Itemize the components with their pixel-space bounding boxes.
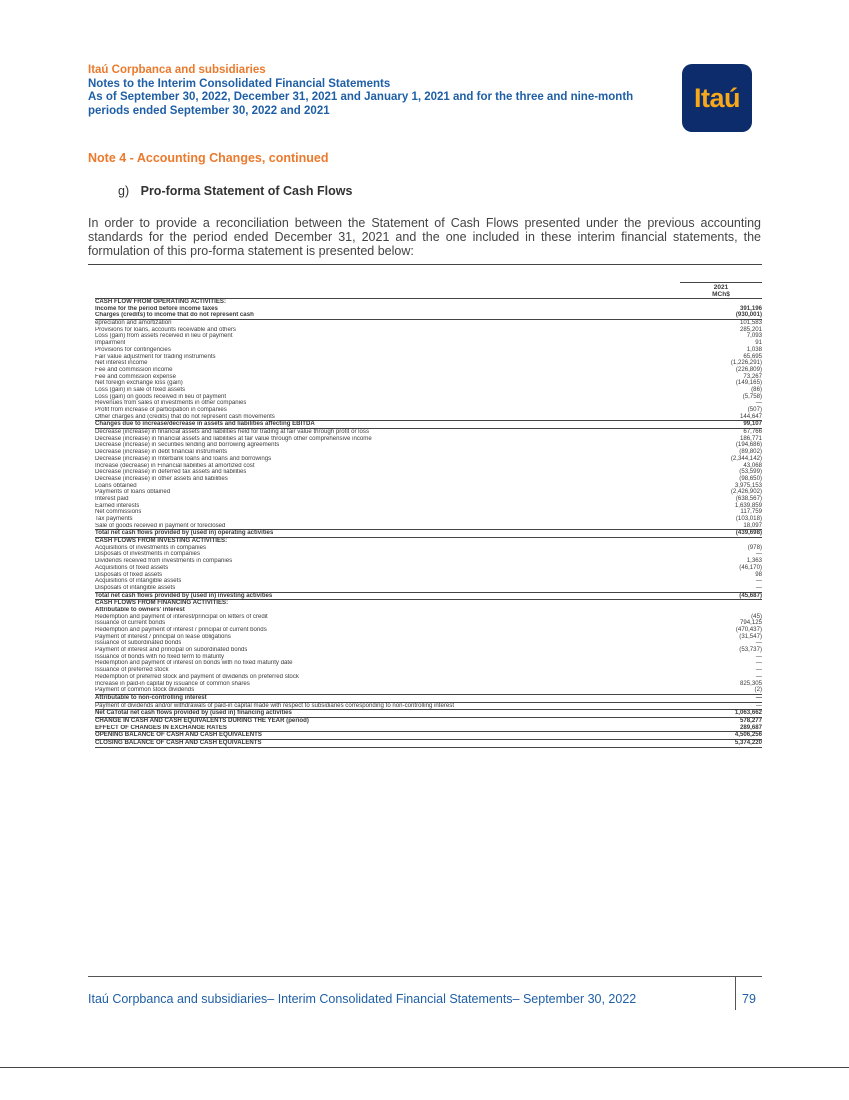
row-value: — <box>755 583 762 591</box>
table-row <box>95 667 762 674</box>
table-row <box>95 387 762 394</box>
row-value: 67,766 <box>743 428 762 436</box>
table-row <box>95 400 762 407</box>
row-value: — <box>755 693 762 701</box>
row-label: Issuance of current bonds <box>95 620 166 627</box>
row-value: — <box>755 550 762 558</box>
row-label: Fair value adjustment for trading instruments <box>95 353 216 360</box>
row-value: 289,687 <box>739 723 762 731</box>
row-label: Loss (gain) in sale of fixed assets <box>95 386 186 393</box>
intro-paragraph: In order to provide a reconciliation between the Statement of Cash Flows presented under the previous accounting standards for the period ended December 31, 2021 and the one included in these interim financial statements, the formulation of this pro-forma statement is presented below: <box>88 216 761 258</box>
table-body <box>95 299 762 748</box>
table-row <box>95 523 762 530</box>
table-row <box>95 725 762 732</box>
table-row <box>95 489 762 496</box>
row-value: 3,975,153 <box>734 481 762 489</box>
table-row <box>95 694 762 702</box>
table-row <box>95 709 762 717</box>
row-value: 65,695 <box>743 352 762 360</box>
cash-flow-table <box>95 282 762 748</box>
row-value: 794,125 <box>739 619 762 627</box>
row-value: (103,018) <box>735 515 762 522</box>
table-row <box>95 654 762 661</box>
row-label: Total net cash flows provided by (used in) investing activities <box>95 592 273 599</box>
row-label: CLOSING BALANCE OF CASH AND CASH EQUIVALENTS <box>95 740 262 746</box>
table-row <box>95 565 762 572</box>
row-label: Revenues from sales of investments in other companies <box>95 400 247 407</box>
row-value: 1,639,859 <box>734 501 762 509</box>
column-header <box>95 282 762 298</box>
row-label: CASH FLOWS FROM FINANCING ACTIVITIES: <box>95 600 229 607</box>
subsection-title: Pro-forma Statement of Cash Flows <box>140 184 353 198</box>
row-label: Impairment <box>95 340 126 347</box>
row-value: 578,277 <box>739 716 762 724</box>
table-row <box>95 469 762 476</box>
table-row <box>95 428 762 436</box>
header-period: As of September 30, 2022, December 31, 2021 and January 1, 2021 and for the three and nine-month periods ended September 30, 2022 and 2021 <box>88 91 634 117</box>
row-value: 1,038 <box>746 345 762 353</box>
row-value: 99,107 <box>743 420 762 428</box>
row-label: Loans obtained <box>95 482 137 489</box>
row-value: (930,001) <box>735 311 762 319</box>
row-value: (2) <box>754 686 762 694</box>
table-row <box>95 627 762 634</box>
row-label: Income for the period before income taxes <box>95 305 218 312</box>
row-value: 186,771 <box>739 434 762 442</box>
column-header-rule <box>680 298 762 299</box>
row-label: Increase in paid-in capital by issuance of common shares <box>95 680 250 687</box>
table-row <box>95 354 762 361</box>
row-label: Decrease (increase) in securities lending and borrowing agreements <box>95 442 280 449</box>
table-row <box>95 340 762 347</box>
table-row <box>95 407 762 414</box>
row-value: 1,363 <box>746 557 762 565</box>
table-row <box>95 516 762 523</box>
table-row <box>95 585 762 592</box>
row-label: Issuance of bonds with no fixed term to maturity <box>95 653 225 660</box>
row-value: (439,698) <box>735 529 762 537</box>
column-header-top-rule <box>680 282 762 283</box>
row-label: Payments of loans obtained <box>95 489 171 496</box>
row-value: (86) <box>751 385 762 393</box>
row-value: 144,647 <box>739 412 762 420</box>
row-label: Provisions for loans, accounts receivable and others <box>95 326 236 333</box>
table-row <box>95 333 762 340</box>
table-row <box>95 496 762 503</box>
row-value: 391,196 <box>739 304 762 312</box>
header-company: Itaú Corpbanca and subsidiaries <box>88 64 266 76</box>
page-bottom-rule <box>0 1067 849 1068</box>
table-row <box>95 347 762 354</box>
row-value: (46,170) <box>739 563 762 571</box>
table-row <box>95 374 762 381</box>
row-value: — <box>755 672 762 680</box>
document-header <box>88 64 648 118</box>
footer-text: Itaú Corpbanca and subsidiaries– Interim Consolidated Financial Statements– September 30, 2022 <box>88 992 637 1006</box>
table-row <box>95 687 762 694</box>
row-value: (2,344,142) <box>730 454 762 462</box>
table-row <box>95 483 762 490</box>
row-label: Disposals of fixed assets <box>95 571 163 578</box>
row-label: Decrease (increase) in Interbank loans and loans and borrowings <box>95 455 272 462</box>
row-label: epreciation and amortization <box>95 320 172 327</box>
row-value: (53,737) <box>739 646 762 654</box>
row-value: 5,374,220 <box>734 739 762 746</box>
table-row <box>95 660 762 667</box>
row-label: Net CaTotal net cash flows provided by (used in) financing activities <box>95 710 292 717</box>
table-row <box>95 367 762 374</box>
row-label: CHANGE IN CASH AND CASH EQUIVALENTS DURING THE YEAR (period) <box>95 717 309 724</box>
row-label: CASH FLOWS FROM INVESTING ACTIVITIES: <box>95 538 228 545</box>
row-label: Charges (credits) to income that do not represent cash <box>95 312 254 319</box>
row-label: Fee and commission income <box>95 366 173 373</box>
table-row <box>95 614 762 621</box>
table-row <box>95 551 762 558</box>
row-value: 285,201 <box>739 325 762 333</box>
table-row <box>95 674 762 681</box>
header-title: Notes to the Interim Consolidated Financial Statements <box>88 77 391 90</box>
row-label: Redemption and payment of interest on bonds with no fixed maturity date <box>95 660 293 667</box>
row-value: (978) <box>747 543 762 551</box>
page-number: 79 <box>742 992 756 1006</box>
row-value: — <box>755 577 762 585</box>
row-value: 117,759 <box>740 508 762 516</box>
table-row <box>95 312 762 319</box>
table-row <box>95 503 762 510</box>
table-row <box>95 572 762 579</box>
table-row <box>95 394 762 401</box>
row-label: Disposals of investments in companies <box>95 551 200 558</box>
row-label: Payment of interest and principal on subordinated bonds <box>95 647 248 654</box>
row-label: Issuance of subordinated bonds <box>95 640 182 647</box>
table-row <box>95 306 762 313</box>
row-value: — <box>755 399 762 407</box>
footer-vertical-divider <box>735 976 736 1010</box>
row-label: Other charges and (credits) that do not represent cash movements <box>95 413 275 420</box>
row-label: Interest paid <box>95 495 129 502</box>
table-row <box>95 463 762 470</box>
table-row <box>95 319 762 327</box>
row-value: (2,426,902) <box>730 488 762 496</box>
row-label: Decrease (increase) in financial assets and liabilities at fair value through other comprehensive income <box>95 435 372 442</box>
row-value: 4,506,256 <box>734 731 762 739</box>
row-value: (638,567) <box>735 494 762 502</box>
row-value: (226,809) <box>735 365 762 373</box>
row-label: CASH FLOW FROM OPERATING ACTIVITIES: <box>95 299 227 305</box>
row-label: Redemption and payment of interest / principal of current bonds <box>95 627 267 633</box>
row-value: — <box>755 639 762 647</box>
row-label: Loss (gain) on goods received in lieu of payment <box>95 393 227 400</box>
row-value: 18,097 <box>743 521 762 529</box>
row-value: 43,068 <box>743 461 762 469</box>
row-label: Loss (gain) from assets received in lieu of payment <box>95 333 233 340</box>
row-label: Provisions for contingencies <box>95 346 171 353</box>
row-value: (89,802) <box>739 448 762 456</box>
row-value: (1,226,291) <box>730 359 762 367</box>
row-label: Issuance of preferred stock <box>95 667 169 674</box>
row-value: (31,547) <box>739 632 762 640</box>
row-label: Payment of dividends and/or withdrawals of paid-in capital made with respect to subsidiaries corresponding to non-controlling interest <box>95 702 455 709</box>
table-row <box>95 509 762 516</box>
row-label: Decrease (increase) in debt financial instruments <box>95 449 228 456</box>
row-value: — <box>755 652 762 660</box>
row-value: 7,093 <box>746 332 762 340</box>
row-label: EFFECT OF CHANGES IN EXCHANGE RATES <box>95 724 227 731</box>
row-value: 73,267 <box>743 372 762 380</box>
row-label: Redemption of preferred stock and payment of dividends on preferred stock <box>95 673 299 680</box>
row-label: Changes due to increase/decrease in assets and liabilities affecting EBITDA <box>95 421 315 428</box>
row-label: Decrease (increase) in deferred tax assets and liabilities <box>95 469 247 476</box>
table-row <box>95 380 762 387</box>
row-value: 98 <box>755 570 762 578</box>
table-row <box>95 681 762 688</box>
footer-divider <box>88 976 762 977</box>
row-label: Attributable to owners' interest <box>95 606 185 613</box>
row-value: (5,758) <box>742 392 762 400</box>
row-label: Tax payments <box>95 516 133 522</box>
row-label: Net interest income <box>95 360 148 367</box>
row-label: Payment of interest / principal on lease obligations <box>95 633 231 640</box>
row-label: Dividends received from investments in companies <box>95 558 233 565</box>
row-label: Acquisitions of fixed assets <box>95 564 169 571</box>
row-value: 1,063,662 <box>734 709 762 717</box>
row-label: Acquisitions of intangible assets <box>95 578 182 585</box>
intro-divider <box>88 264 762 265</box>
column-year: 2021 <box>713 284 729 291</box>
table-row <box>95 442 762 449</box>
table-row <box>95 456 762 463</box>
row-value: 101,583 <box>739 319 762 327</box>
table-row <box>95 592 762 600</box>
table-row <box>95 537 762 545</box>
row-label: Net foreign exchange loss (gain) <box>95 380 183 387</box>
table-row <box>95 299 762 306</box>
row-label: Sale of goods received in payment or foreclosed <box>95 522 226 529</box>
row-label: Acquisitions of investments in companies <box>95 544 207 551</box>
itau-logo <box>682 64 752 132</box>
column-unit: MCh$ <box>712 291 730 298</box>
row-value: (45) <box>751 612 762 620</box>
row-value: (149,165) <box>735 379 762 387</box>
row-value: (507) <box>747 406 762 413</box>
subsection-heading <box>118 184 352 198</box>
table-row <box>95 476 762 483</box>
row-value: — <box>755 666 762 674</box>
row-label: Fee and commission expense <box>95 373 176 380</box>
table-row <box>95 717 762 725</box>
row-label: Redemption and payment of interest/principal on letters of credit <box>95 613 268 620</box>
table-row <box>95 599 762 607</box>
table-row <box>95 529 762 537</box>
table-row <box>95 731 762 739</box>
table-row <box>95 634 762 641</box>
row-value: — <box>755 701 762 709</box>
row-value: 825,305 <box>739 679 762 687</box>
table-row <box>95 607 762 614</box>
row-label: Payment of common stock dividends <box>95 687 195 694</box>
row-value: (194,686) <box>735 441 762 449</box>
row-value: (45,687) <box>739 591 762 599</box>
logo-text: Itaú <box>693 82 740 113</box>
table-row <box>95 702 762 710</box>
row-label: Profit from increase of participation in companies <box>95 407 227 413</box>
row-label: Decrease (increase) in other assets and liabilities <box>95 475 228 482</box>
row-value: (470,437) <box>735 626 762 633</box>
table-row <box>95 420 762 428</box>
table-row <box>95 414 762 421</box>
row-label: Net commissions <box>95 509 142 516</box>
note-title: Note 4 - Accounting Changes, continued <box>88 151 329 165</box>
row-label: Disposals of intangible assets <box>95 584 176 591</box>
row-label: Increase (decrease) in Financial liabilities at amortized cost <box>95 462 255 469</box>
table-row <box>95 436 762 443</box>
row-label: Attributable to non-controlling interest <box>95 694 207 701</box>
table-row <box>95 545 762 552</box>
table-row <box>95 449 762 456</box>
row-label: Earned interests <box>95 502 140 509</box>
table-row <box>95 739 762 748</box>
table-row <box>95 558 762 565</box>
row-label: OPENING BALANCE OF CASH AND CASH EQUIVALENTS <box>95 732 262 739</box>
row-value: 91 <box>755 339 762 347</box>
subsection-letter: g) <box>118 184 130 198</box>
table-row <box>95 620 762 627</box>
table-row <box>95 647 762 654</box>
table-row <box>95 360 762 367</box>
row-value: — <box>755 659 762 667</box>
row-label: Decrease (increase) in financial assets and liabilities held for trading at fair value through profit or loss <box>95 429 370 436</box>
row-value: (98,650) <box>739 474 762 482</box>
table-row <box>95 640 762 647</box>
row-label: Total net cash flows provided by (used in) operating activities <box>95 530 274 537</box>
row-value: (53,599) <box>739 468 762 476</box>
table-row <box>95 327 762 334</box>
table-row <box>95 578 762 585</box>
